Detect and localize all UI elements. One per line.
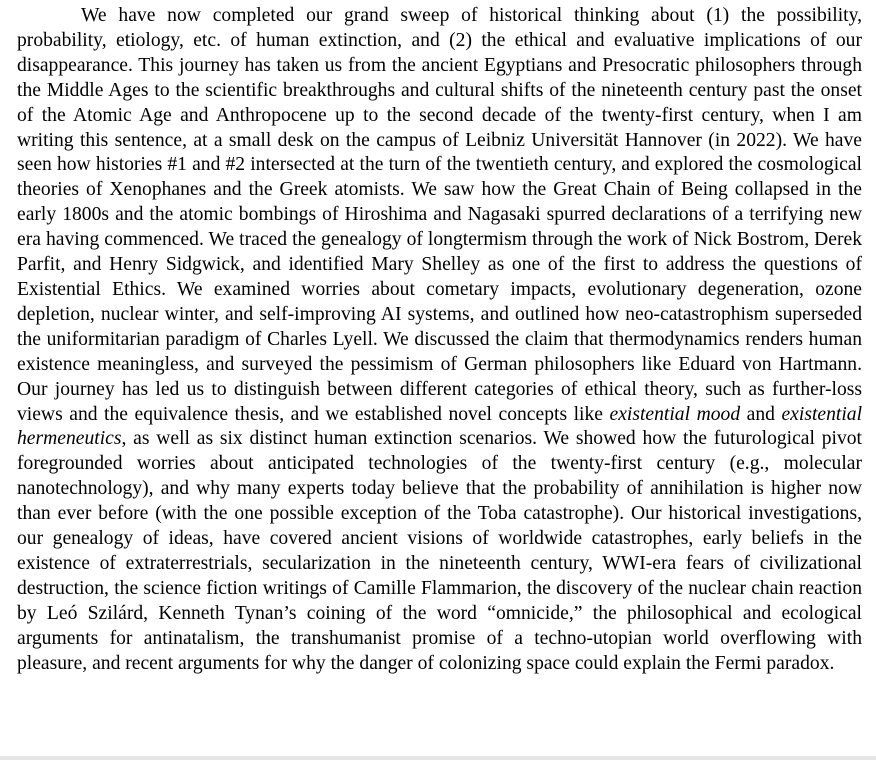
paragraph-text-part-1: We have now completed our grand sweep of historical thinking about (1) the possibility, probability, etiology, etc. of human extinction, and (2) the ethical and evaluative implications of our disappearance. This journey has taken us from the ancient Egyptians and Presocratic philosophers through the Middle Ages to the scientific breakthroughs and cultural shifts of the nineteenth century past the onset of the Atomic Age and Anthropocene up to the second decade of the twenty-first century, when I am writing this sentence, at a small desk on the campus of Leibniz Universität Hannover (in 2022). We have seen how histories #1 and #2 intersected at the turn of the twentieth century, and explored the cosmological theories of Xenophanes and the Greek atomists. We saw how the Great Chain of Being collapsed in the early 1800s and the atomic bombings of Hiroshima and Nagasaki spurred declarations of a terrifying new era having commenced. We traced the genealogy of longtermism through the work of Nick Bostrom, Derek Parfit, and Henry Sidgwick, and identified Mary Shelley as one of the first to address the questions of Existential Ethics. We examined worries about cometary impacts, evolutionary degeneration, ozone depletion, nuclear winter, and self-improving AI systems, and outlined how neo-catastrophism superseded the uniformitarian paradigm of Charles Lyell. We discussed the claim that thermodynamics renders human existence meaningless, and surveyed the pessimism of German philosophers like Eduard von Hartmann. Our journey has led us to distinguish between different categories of ethical theory, such as further-loss views and the equivalence thesis, and we established novel concepts like [17,5,862,425]
italic-term-existential-mood: existential mood [609,403,741,425]
italic-term-existential-hermeneutics: existential hermeneutics [17,403,863,450]
document-page [17,4,862,676]
bottom-edge-rule [0,756,876,760]
body-paragraph [17,4,862,676]
paragraph-text-part-2: and [740,403,782,425]
paragraph-text-part-3: , as well as six distinct human extinction scenarios. We showed how the futurological pivot foregrounded worries about anticipated technologies of the twenty-first century (e.g., molecular nanotechnology), and why many experts today believe that the probability of annihilation is higher now than ever before (with the one possible exception of the Toba catastrophe). Our historical investigations, our genealogy of ideas, have covered ancient visions of worldwide catastrophes, early beliefs in the existence of extraterrestrials, secularization in the nineteenth century, WWI-era fears of civilizational destruction, the science fiction writings of Camille Flammarion, the discovery of the nuclear chain reaction by Leó Szilárd, Kenneth Tynan’s coining of the word “omnicide,” the philosophical and ecological arguments for antinatalism, the transhumanist promise of a techno-utopian world overflowing with pleasure, and recent arguments for why the danger of colonizing space could explain the Fermi paradox. [17,428,862,674]
